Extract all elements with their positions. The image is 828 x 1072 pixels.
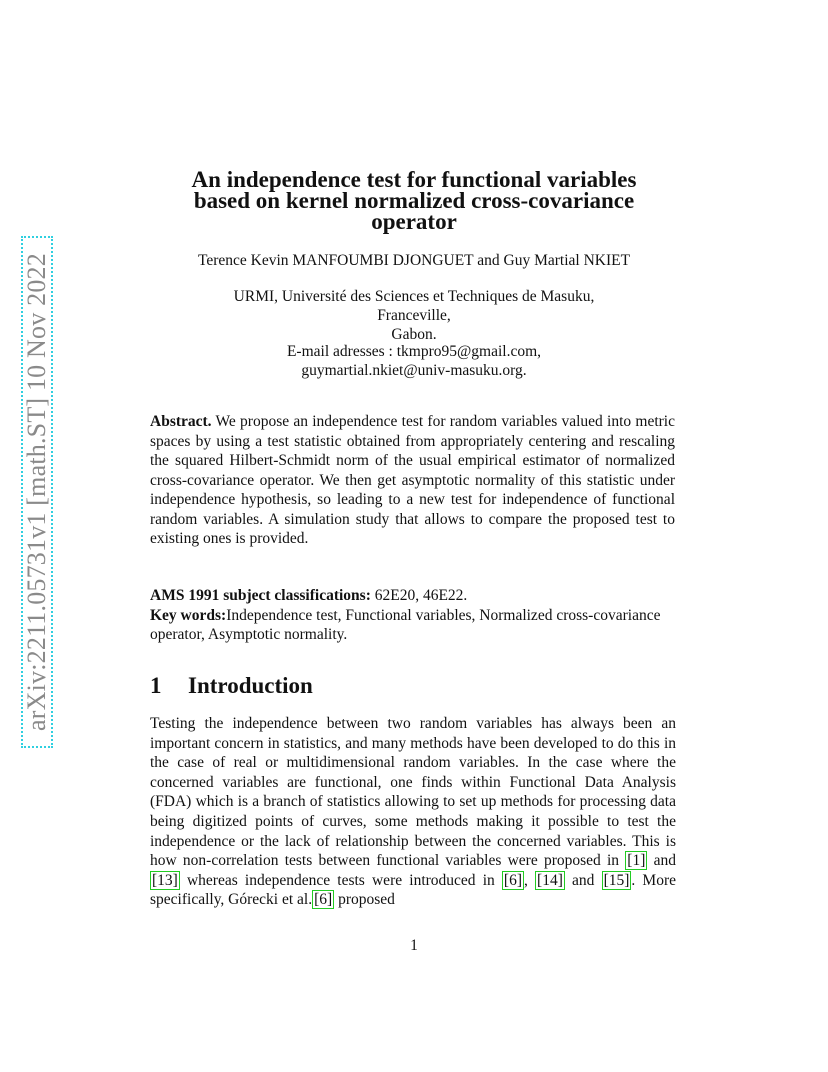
ams-label: AMS 1991 subject classifications:: [150, 587, 371, 604]
intro-text-6: . More specifically, Górecki et al.: [150, 871, 676, 909]
keywords-line: [150, 606, 710, 645]
arxiv-stamp-text: arXiv:2211.05731v1 [math.ST] 10 Nov 2022: [22, 253, 51, 731]
paper-title: [120, 169, 708, 232]
keywords-value: Independence test, Functional variables, Normalized cross-covariance operator, Asymptotic normality.: [150, 606, 661, 643]
intro-text-3: whereas independence tests were introduced in: [179, 871, 502, 889]
intro-text-5: and: [564, 871, 602, 889]
section-number: 1: [150, 673, 162, 698]
arxiv-stamp: [21, 236, 53, 748]
authors: Terence Kevin MANFOUMBI DJONGUET and Guy Martial NKIET: [197, 252, 631, 269]
page-number: 1: [410, 937, 418, 954]
abstract: [150, 412, 675, 549]
affiliation-line-2: Gabon.: [391, 326, 437, 343]
ams-value: 62E20, 46E22.: [374, 587, 468, 604]
ams-line: [150, 586, 710, 606]
intro-paragraph: [150, 714, 676, 910]
section-heading: [150, 673, 313, 699]
keywords-label: Key words:: [150, 606, 227, 624]
title-line-1: An independence test for functional variables: [191, 167, 637, 192]
intro-text-2: and: [647, 852, 676, 870]
section-title: Introduction: [188, 673, 313, 698]
email-line-1: E-mail adresses : tkmpro95@gmail.com,: [286, 343, 542, 360]
citation-link[interactable]: [1]: [627, 852, 646, 870]
citation-link[interactable]: [15]: [603, 871, 630, 889]
affiliation-line-1: URMI, Université des Sciences et Techniques de Masuku, Franceville,: [233, 288, 595, 324]
citation-link[interactable]: [14]: [537, 871, 563, 889]
email-line-2: guymartial.nkiet@univ-masuku.org.: [301, 362, 527, 379]
abstract-text: We propose an independence test for random variables valued into metric spaces by using a test statistic obtained from appropriately centering and rescaling the squared Hilbert-Schmidt norm of the usual empirical estimator of normalized cross-covariance operator. We then get asymptotic normality of this statistic under independence hypothesis, so leading to a new test for independence of functional random variables. A simulation study that allows to compare the proposed test to existing ones is provided.: [150, 413, 675, 547]
citation-link[interactable]: [13]: [152, 871, 178, 889]
classification-block: [150, 586, 710, 645]
citation-link[interactable]: [6]: [314, 891, 333, 909]
title-line-3: operator: [371, 209, 457, 234]
intro-text-7: proposed: [334, 891, 395, 909]
abstract-label: Abstract.: [150, 413, 212, 430]
intro-text-1: Testing the independence between two random variables has always been an important concern in statistics, and many methods have been developed to do this in the case of real or multidimensional random variables. In the case where the concerned variables are functional, one finds within Functional Data Analysis (FDA) which is a branch of statistics allowing to set up methods for processing data being digitized points of curves, some methods making it possible to test the independence or the lack of relationship between the concerned variables. This is how non-correlation tests between functional variables were proposed in: [150, 715, 676, 870]
affiliation: [200, 287, 628, 344]
intro-text-4: ,: [524, 871, 536, 889]
title-line-2: based on kernel normalized cross-covariance: [193, 188, 635, 213]
citation-link[interactable]: [6]: [503, 871, 522, 889]
email-addresses: [220, 342, 608, 380]
